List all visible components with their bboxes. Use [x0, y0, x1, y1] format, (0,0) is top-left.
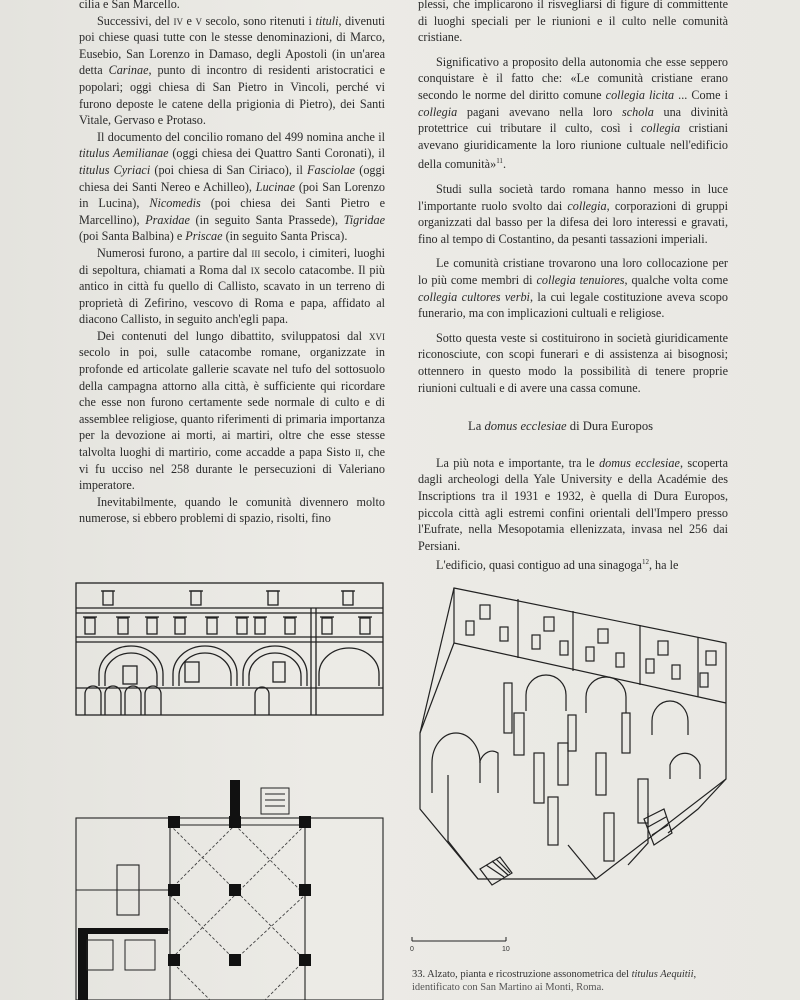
- paragraph: Dei contenuti del lungo dibattito, sviluppatosi dal xvi secolo in poi, sulle catacombe romane, organizzate in profonde ed articolate gallerie scavate nel tufo del sottosuolo della campagna attorno alla città, è sufficiente qui ricordare che esse non furono certamente sede normale di culto e di assemblee religiose, quanto riferimenti di primaria importanza per la devozione ai morti, ai martiri, oltre che esse stesse talvolta luoghi di martirio, come accadde a papa Sisto ii, che vi fu ucciso nel 258 durante le persecuzioni di Valeriano imperatore.: [79, 328, 385, 493]
- elevation-drawing: [75, 582, 385, 717]
- paragraph: Studi sulla società tardo romana hanno messo in luce l'importante ruolo svolto dai collegia, corporazioni di gruppi organizzati dal basso per la difesa dei loro interessi e gravati, fino al tempo di Costantino, da pesanti tassazioni imperiali.: [418, 182, 729, 246]
- caption-line: identificato con San Martino ai Monti, Roma.: [412, 982, 604, 993]
- section-heading: La domus ecclesiae di Dura Europos: [468, 419, 654, 434]
- caption-line: 33. Alzato, pianta e ricostruzione assonometrica del titulus Aequitii,: [412, 969, 697, 980]
- paragraph: cilia e San Marcello.: [79, 0, 180, 11]
- right-text-column: [418, 0, 728, 574]
- scale-bar: [410, 937, 510, 953]
- paragraph: Il documento del concilio romano del 499 nomina anche il titulus Aemilianae (oggi chiesa dei Quattro Santi Coronati), il titulus Cyriaci (poi chiesa di San Ciriaco), il Fasciolae (oggi chiesa dei Santi Nereo e Achilleo), Lucinae (poi San Lorenzo in Lucina), Nicomedis (poi chiesa dei Santi Pietro e Marcellino), Praxidae (in seguito Santa Prassede), Tigridae (poi Santa Balbina) e Priscae (in seguito Santa Prisca).: [79, 129, 385, 244]
- paragraph: Inevitabilmente, quando le comunità divennero molto numerose, si ebbero problemi di spazio, risolti, fino: [79, 494, 385, 526]
- paragraph: L'edificio, quasi contiguo ad una sinagoga$^{12}$, ha le: [436, 558, 679, 573]
- scale-end-label: 10: [502, 946, 510, 953]
- floor-plan-drawing: [75, 780, 385, 1000]
- paragraph: Numerosi furono, a partire dal iii secolo, i cimiteri, luoghi di sepoltura, chiamati a Roma dal ix secolo catacombe. Il più antico in città fu quello di Callisto, scavato in un terreno di proprietà di Zefirino, vescovo di Roma e papa, affidato al diacono Callisto, in seguito anch'egli papa.: [79, 245, 385, 327]
- paragraph: Successivi, del iv e v secolo, sono ritenuti i tituli, divenuti poi chiese quasi tutte con le stesse denominazioni, di Marco, Eusebio, San Lorenzo in Damaso, degli Apostoli (in un'area detta Carinae, punto di incontro di residenti aristocratici e popolari; oggi chiesa di San Pietro in Vincoli, perché vi furono deposte le catene della prigionia di Pietro), dei Santi Vitale, Gervaso e Protaso.: [79, 13, 386, 128]
- left-text-column: [79, 0, 385, 527]
- paragraph: Significativo a proposito della autonomia che esse seppero conquistare è il fatto che: «Le comunità cristiane erano secondo le norme del diritto comune collegia licita ... Come i collegia pagani avevano nella loro schola una divinità protettrice cui tributare il culto, così i collegia cristiani avevano giuridicamente la loro riunione cultuale nell'edificio della comunità»$^{11}$.: [418, 54, 728, 172]
- paragraph: La più nota e importante, tra le domus ecclesiae, scoperta dagli archeologi della Yale University e della Académie des Inscriptions tra il 1931 e 1932, è quella di Dura Europos, piccola città agli estremi confini orientali dell'Impero presso l'Eufrate, nella Mesopotamia ellenizzata, invasa nel 256 dai Persiani.: [418, 455, 728, 553]
- axonometric-reconstruction: [408, 583, 733, 955]
- paragraph: Le comunità cristiane trovarono una loro collocazione per lo più come membri di collegia tenuiores, qualche volta come collegia cultores verbi, la cui legale costituzione aveva scopo funerario, ma con implicazioni cultuali e religiose.: [418, 256, 728, 321]
- scale-start-label: 0: [410, 946, 414, 953]
- paragraph: plessi, che implicarono il risvegliarsi di figure di committente di luoghi speciali per le riunioni e il culto nelle comunità cristiane.: [418, 0, 728, 45]
- paragraph: Sotto questa veste si costituirono in società giuridicamente riconosciute, con scopi funerari e di assistenza ai bisognosi; ottennero in questo modo la possibilità di tenere proprie riunioni cultuali e di avere una cassa comune.: [418, 330, 728, 395]
- figure-caption: [412, 968, 752, 994]
